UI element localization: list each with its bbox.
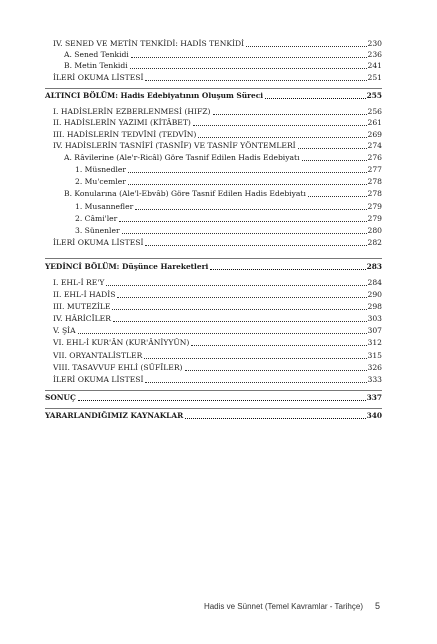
toc-entry[interactable] (53, 313, 382, 324)
toc-entry[interactable] (64, 49, 382, 60)
dot-leader (210, 269, 365, 270)
toc-entry[interactable] (53, 277, 382, 288)
toc-entry-page: 326 (367, 363, 382, 372)
toc-entry-label: 1. Musannefler (75, 202, 134, 211)
toc-entry-page: 255 (366, 91, 382, 100)
toc-entry-label: IV. HÂRİCÎLER (53, 314, 111, 323)
toc-entry[interactable] (53, 301, 382, 312)
toc-entry[interactable] (53, 38, 382, 49)
toc-entry-page: 278 (367, 177, 382, 186)
toc-entry-label: 1. Müsnedler (75, 165, 127, 174)
footer-page-number: 5 (374, 601, 380, 611)
dot-leader (128, 172, 366, 173)
toc-entry-label: VI. EHL-İ KUR'ÂN (KUR'ÂNİYYÛN) (53, 338, 190, 347)
toc-entry-label: A. Sened Tenkidi (64, 50, 129, 59)
toc-entry-page: 333 (367, 375, 382, 384)
toc-entry-label: I. EHL-İ RE'Y (53, 278, 105, 287)
dot-leader (298, 148, 367, 149)
toc-entry[interactable] (75, 201, 382, 212)
dot-leader (302, 160, 367, 161)
toc-entry-page: 274 (367, 141, 382, 150)
toc-entry-label: 3. Sünenler (75, 226, 120, 235)
toc-entry-label: IV. HADİSLERİN TASNİFİ (TASNÎF) VE TASNİF YÖNTEMLERİ (53, 141, 296, 150)
toc-entry-label: SONUÇ (45, 393, 76, 402)
toc-entry-label: III. HADİSLERİN TEDVÎNİ (TEDVÎN) (53, 130, 197, 139)
dot-leader (128, 184, 367, 185)
toc-entry-page: 269 (367, 130, 382, 139)
toc-chapter-entry[interactable] (45, 90, 382, 101)
dot-leader (106, 285, 366, 286)
toc-entry-label: ALTINCI BÖLÜM: Hadis Edebiyatının Oluşum Süreci (45, 91, 264, 100)
toc-entry[interactable] (53, 374, 382, 385)
toc-entry-label: 2. Mu'cemler (75, 177, 126, 186)
toc-entry-page: 303 (367, 314, 382, 323)
toc-chapter-entry[interactable] (45, 261, 382, 272)
toc-entry-page: 315 (367, 351, 382, 360)
toc-entry-page: 280 (367, 226, 382, 235)
dot-leader (213, 114, 367, 115)
toc-entry[interactable] (53, 140, 382, 151)
toc-entry-page: 251 (367, 73, 382, 82)
dot-leader (193, 125, 367, 126)
dot-leader (265, 98, 366, 99)
toc-entry[interactable] (75, 213, 382, 224)
page-footer (203, 601, 380, 611)
toc-entry-label: YARARLANDIĞIMIZ KAYNAKLAR (45, 411, 184, 420)
toc-entry-label: IV. SENED VE METİN TENKİDİ: HADİS TENKİDİ (53, 39, 245, 48)
dot-leader (78, 333, 367, 334)
toc-entry[interactable] (53, 289, 382, 300)
toc-entry-label: 2. Câmi'ler (75, 214, 118, 223)
dot-leader (185, 418, 365, 419)
dot-leader (191, 345, 366, 346)
dot-leader (112, 309, 366, 310)
toc-entry[interactable] (53, 106, 382, 117)
dot-leader (113, 321, 367, 322)
dot-leader (131, 57, 367, 58)
toc-entry[interactable] (53, 325, 382, 336)
toc-entry-page: 340 (366, 411, 382, 420)
toc-entry[interactable] (64, 152, 382, 163)
dot-leader (246, 46, 366, 47)
rule-above-sonuc (45, 390, 382, 391)
toc-entry-label: A. Râvilerine (Ale'r-Ricâl) Göre Tasnif Edilen Hadis Edebiyatı (64, 153, 300, 162)
toc-entry-page: 290 (367, 290, 382, 299)
toc-entry-page: 256 (367, 107, 382, 116)
toc-entry-page: 283 (366, 262, 382, 271)
dot-leader (122, 233, 367, 234)
rule-above-altinci (45, 88, 382, 89)
toc-entry-label: III. MUTEZİLE (53, 302, 111, 311)
toc-entry-page: 236 (367, 50, 382, 59)
toc-entry-page: 261 (367, 118, 382, 127)
toc-entry[interactable] (75, 225, 382, 236)
toc-entry-label: II. EHL-İ HADİS (53, 290, 116, 299)
toc-entry[interactable] (53, 362, 382, 373)
toc-entry-label: VII. ORYANTALİSTLER (53, 351, 143, 360)
toc-entry-page: 278 (367, 189, 382, 198)
toc-entry-page: 307 (367, 326, 382, 335)
toc-entry-page: 282 (367, 238, 382, 247)
toc-entry-label: V. ŞİA (53, 326, 76, 335)
dot-leader (308, 196, 367, 197)
toc-entry[interactable] (75, 164, 382, 175)
toc-entry-label: YEDİNCİ BÖLÜM: Düşünce Hareketleri (45, 262, 209, 271)
toc-entry[interactable] (53, 117, 382, 128)
toc-entry-label: I. HADİSLERİN EZBERLENMESİ (HIFZ) (53, 107, 211, 116)
dot-leader (185, 370, 367, 371)
toc-entry[interactable] (53, 237, 382, 248)
dot-leader (145, 245, 366, 246)
toc-entry[interactable] (75, 176, 382, 187)
toc-entry-page: 241 (367, 61, 382, 70)
toc-entry-page: 279 (367, 202, 382, 211)
toc-chapter-entry[interactable] (45, 392, 382, 403)
dot-leader (78, 400, 366, 401)
dot-leader (117, 297, 366, 298)
toc-entry-label: B. Konularına (Ale'l-Ebvâb) Göre Tasnif Edilen Hadis Edebiyatı (64, 189, 306, 198)
toc-entry-label: B. Metin Tenkidi (64, 61, 128, 70)
toc-entry[interactable] (53, 350, 382, 361)
dot-leader (144, 358, 366, 359)
toc-entry-page: 312 (367, 338, 382, 347)
toc-entry[interactable] (53, 337, 382, 348)
toc-entry-page: 337 (366, 393, 382, 402)
toc-entry-page: 277 (367, 165, 382, 174)
toc-entry-label: İLERİ OKUMA LİSTESİ (53, 238, 144, 247)
toc-entry-label: VIII. TASAVVUF EHLİ (SÛFÎLER) (53, 363, 183, 372)
toc-entry-page: 230 (367, 39, 382, 48)
dot-leader (130, 68, 367, 69)
footer-book-title: Hadis ve Sünnet (Temel Kavramlar - Tarihçe) (203, 601, 363, 611)
toc-chapter-entry[interactable] (45, 410, 382, 421)
toc-entry-page: 279 (367, 214, 382, 223)
dot-leader (145, 382, 366, 383)
toc-entry[interactable] (53, 72, 382, 83)
dot-leader (145, 80, 366, 81)
toc-entry-label: İLERİ OKUMA LİSTESİ (53, 73, 144, 82)
toc-entry-page: 284 (367, 278, 382, 287)
toc-entry[interactable] (64, 60, 382, 71)
toc-entry-label: II. HADİSLERİN YAZIMI (KİTÂBET) (53, 118, 191, 127)
dot-leader (135, 209, 366, 210)
toc-entry-label: İLERİ OKUMA LİSTESİ (53, 375, 144, 384)
toc-entry-page: 298 (367, 302, 382, 311)
dot-leader (198, 137, 366, 138)
rule-above-yedinci (45, 258, 382, 259)
toc-entry[interactable] (64, 188, 382, 199)
dot-leader (119, 221, 366, 222)
rule-above-kaynaklar (45, 408, 382, 409)
toc-entry[interactable] (53, 129, 382, 140)
toc-entry-page: 276 (367, 153, 382, 162)
